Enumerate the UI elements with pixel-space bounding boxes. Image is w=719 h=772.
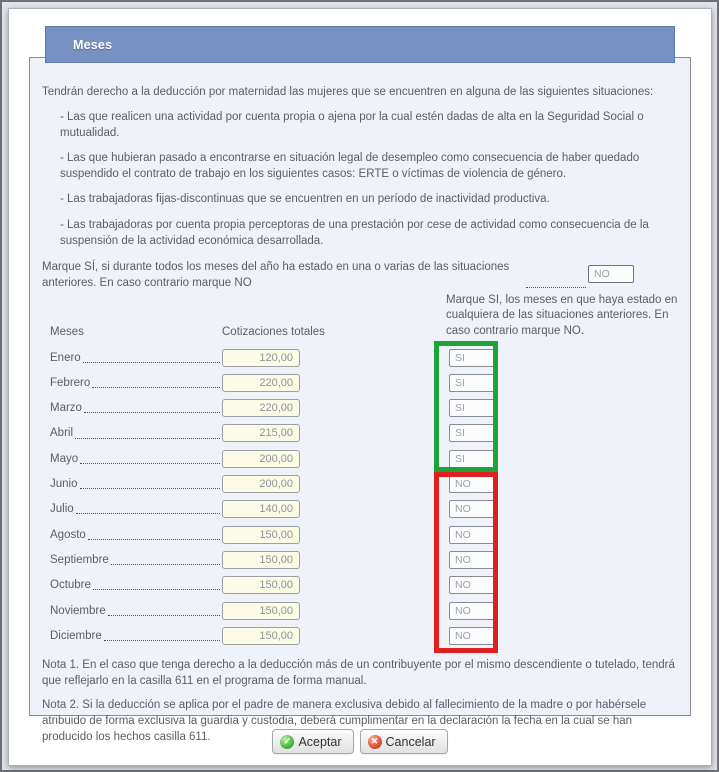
dotted-leader (84, 412, 220, 413)
cancel-button[interactable] (360, 729, 448, 754)
month-flag-input[interactable]: NO (449, 500, 495, 518)
cancel-x-icon: ✕ (368, 735, 382, 749)
cotizacion-input[interactable]: 150,00 (222, 526, 300, 544)
dotted-leader (88, 539, 220, 540)
table-row (42, 522, 678, 547)
situation-item: - Las que realicen una actividad por cuenta propia o ajena por la cual estén dadas de alta en la Seguridad Social o mutualidad. (60, 111, 644, 140)
all-months-question-row (42, 259, 634, 291)
month-flag-input[interactable]: SI (449, 349, 495, 367)
cotizacion-input[interactable]: 200,00 (222, 450, 300, 468)
accept-button[interactable] (272, 729, 353, 754)
accept-button-label: Aceptar (298, 734, 342, 749)
month-flag-input[interactable]: NO (449, 576, 495, 594)
month-label: Febrero (50, 376, 91, 389)
table-row (42, 471, 678, 496)
dotted-leader (108, 615, 220, 616)
cotizacion-input[interactable]: 150,00 (222, 627, 300, 645)
table-row (42, 370, 678, 395)
month-label: Septiembre (50, 553, 109, 566)
dotted-leader (75, 438, 220, 439)
si-column-note: Marque SI, los meses en que haya estado en cualquiera de las situaciones anteriores. En caso contrario marque NO. (446, 293, 678, 337)
table-row (42, 421, 678, 446)
cotizacion-input[interactable]: 150,00 (222, 551, 300, 569)
month-label: Abril (50, 427, 74, 440)
cotizacion-input[interactable]: 215,00 (222, 424, 300, 442)
months-table (42, 345, 678, 649)
month-label: Junio (50, 478, 78, 491)
cotizacion-input[interactable]: 220,00 (222, 374, 300, 392)
intro-text: Tendrán derecho a la deducción por maternidad las mujeres que se encuentren en alguna de las siguientes situaciones: (42, 86, 654, 98)
dialog-header (45, 26, 675, 63)
month-label: Julio (50, 503, 74, 516)
dotted-leader (92, 387, 220, 388)
table-row (42, 623, 678, 648)
month-flag-input[interactable]: SI (449, 374, 495, 392)
table-row (42, 547, 678, 572)
table-header-zone (42, 293, 678, 345)
cancel-button-label: Cancelar (385, 734, 436, 749)
accept-check-icon: ✓ (280, 735, 294, 749)
cotizacion-input[interactable]: 120,00 (222, 349, 300, 367)
month-flag-input[interactable]: NO (449, 526, 495, 544)
month-label: Mayo (50, 452, 79, 465)
cotizacion-input[interactable]: 200,00 (222, 475, 300, 493)
month-label: Octubre (50, 579, 91, 592)
dotted-leader (80, 463, 220, 464)
all-months-question-label: Marque SÍ, si durante todos los meses del año ha estado en una o varias de las situaciones anteriores. En caso contrario marque NO (42, 260, 510, 289)
cotizacion-input[interactable]: 140,00 (222, 500, 300, 518)
month-flag-input[interactable]: SI (449, 450, 495, 468)
cotizacion-input[interactable]: 150,00 (222, 602, 300, 620)
month-flag-input[interactable]: SI (449, 399, 495, 417)
table-row (42, 345, 678, 370)
month-flag-input[interactable]: NO (449, 602, 495, 620)
table-row (42, 446, 678, 471)
situation-item: - Las trabajadoras fijas-discontinuas que se encuentren en un período de inactividad productiva. (60, 193, 550, 206)
meses-dialog (8, 8, 712, 766)
dialog-button-bar (9, 729, 711, 754)
dotted-leader (80, 488, 221, 489)
month-label: Marzo (50, 402, 82, 415)
cotizacion-input[interactable]: 220,00 (222, 399, 300, 417)
table-row (42, 497, 678, 522)
dotted-leader (83, 362, 220, 363)
dialog-title: Meses (73, 37, 113, 52)
month-label: Enero (50, 351, 81, 364)
situation-item: - Las trabajadoras por cuenta propia perceptoras de una prestación por cese de actividad como consecuencia de la suspensión de la actividad económica desarrollada. (60, 218, 649, 247)
dotted-leader (104, 640, 220, 641)
month-flag-input[interactable]: NO (449, 627, 495, 645)
month-flag-input[interactable]: NO (449, 475, 495, 493)
table-row (42, 573, 678, 598)
dotted-leader (111, 564, 220, 565)
column-header-meses: Meses (50, 325, 84, 338)
month-label: Noviembre (50, 604, 106, 617)
nota-1: Nota 1. En el caso que tenga derecho a la deducción más de un contribuyente por el mismo descendiente o tutelado, tendrá que reflejarlo en la casilla 611 en el programa de forma manual. (42, 658, 675, 687)
dotted-leader (76, 513, 220, 514)
column-header-cotizaciones: Cotizaciones totales (222, 325, 325, 338)
table-row (42, 396, 678, 421)
table-row (42, 598, 678, 623)
dotted-leader (526, 287, 586, 288)
month-label: Diciembre (50, 629, 102, 642)
month-label: Agosto (50, 528, 86, 541)
dotted-leader (93, 589, 220, 590)
month-flag-input[interactable]: NO (449, 551, 495, 569)
nota-2: Nota 2. Si la deducción se aplica por el padre de manera exclusiva debido al fallecimiento de la madre o por habérsele atribuido de forma exclusiva la guardia y custodia, deberá cumplimentar en la declaración la fecha en la cual se han producido los hechos casilla 611. (42, 698, 647, 743)
situation-item: - Las que hubieran pasado a encontrarse en situación legal de desempleo como consecuencia de haber quedado suspendido el contrato de trabajo en los siguientes casos: ERTE o víctimas de violencia de género. (60, 152, 640, 181)
cotizacion-input[interactable]: 150,00 (222, 576, 300, 594)
all-months-flag-input[interactable]: NO (588, 265, 634, 283)
month-flag-input[interactable]: SI (449, 424, 495, 442)
